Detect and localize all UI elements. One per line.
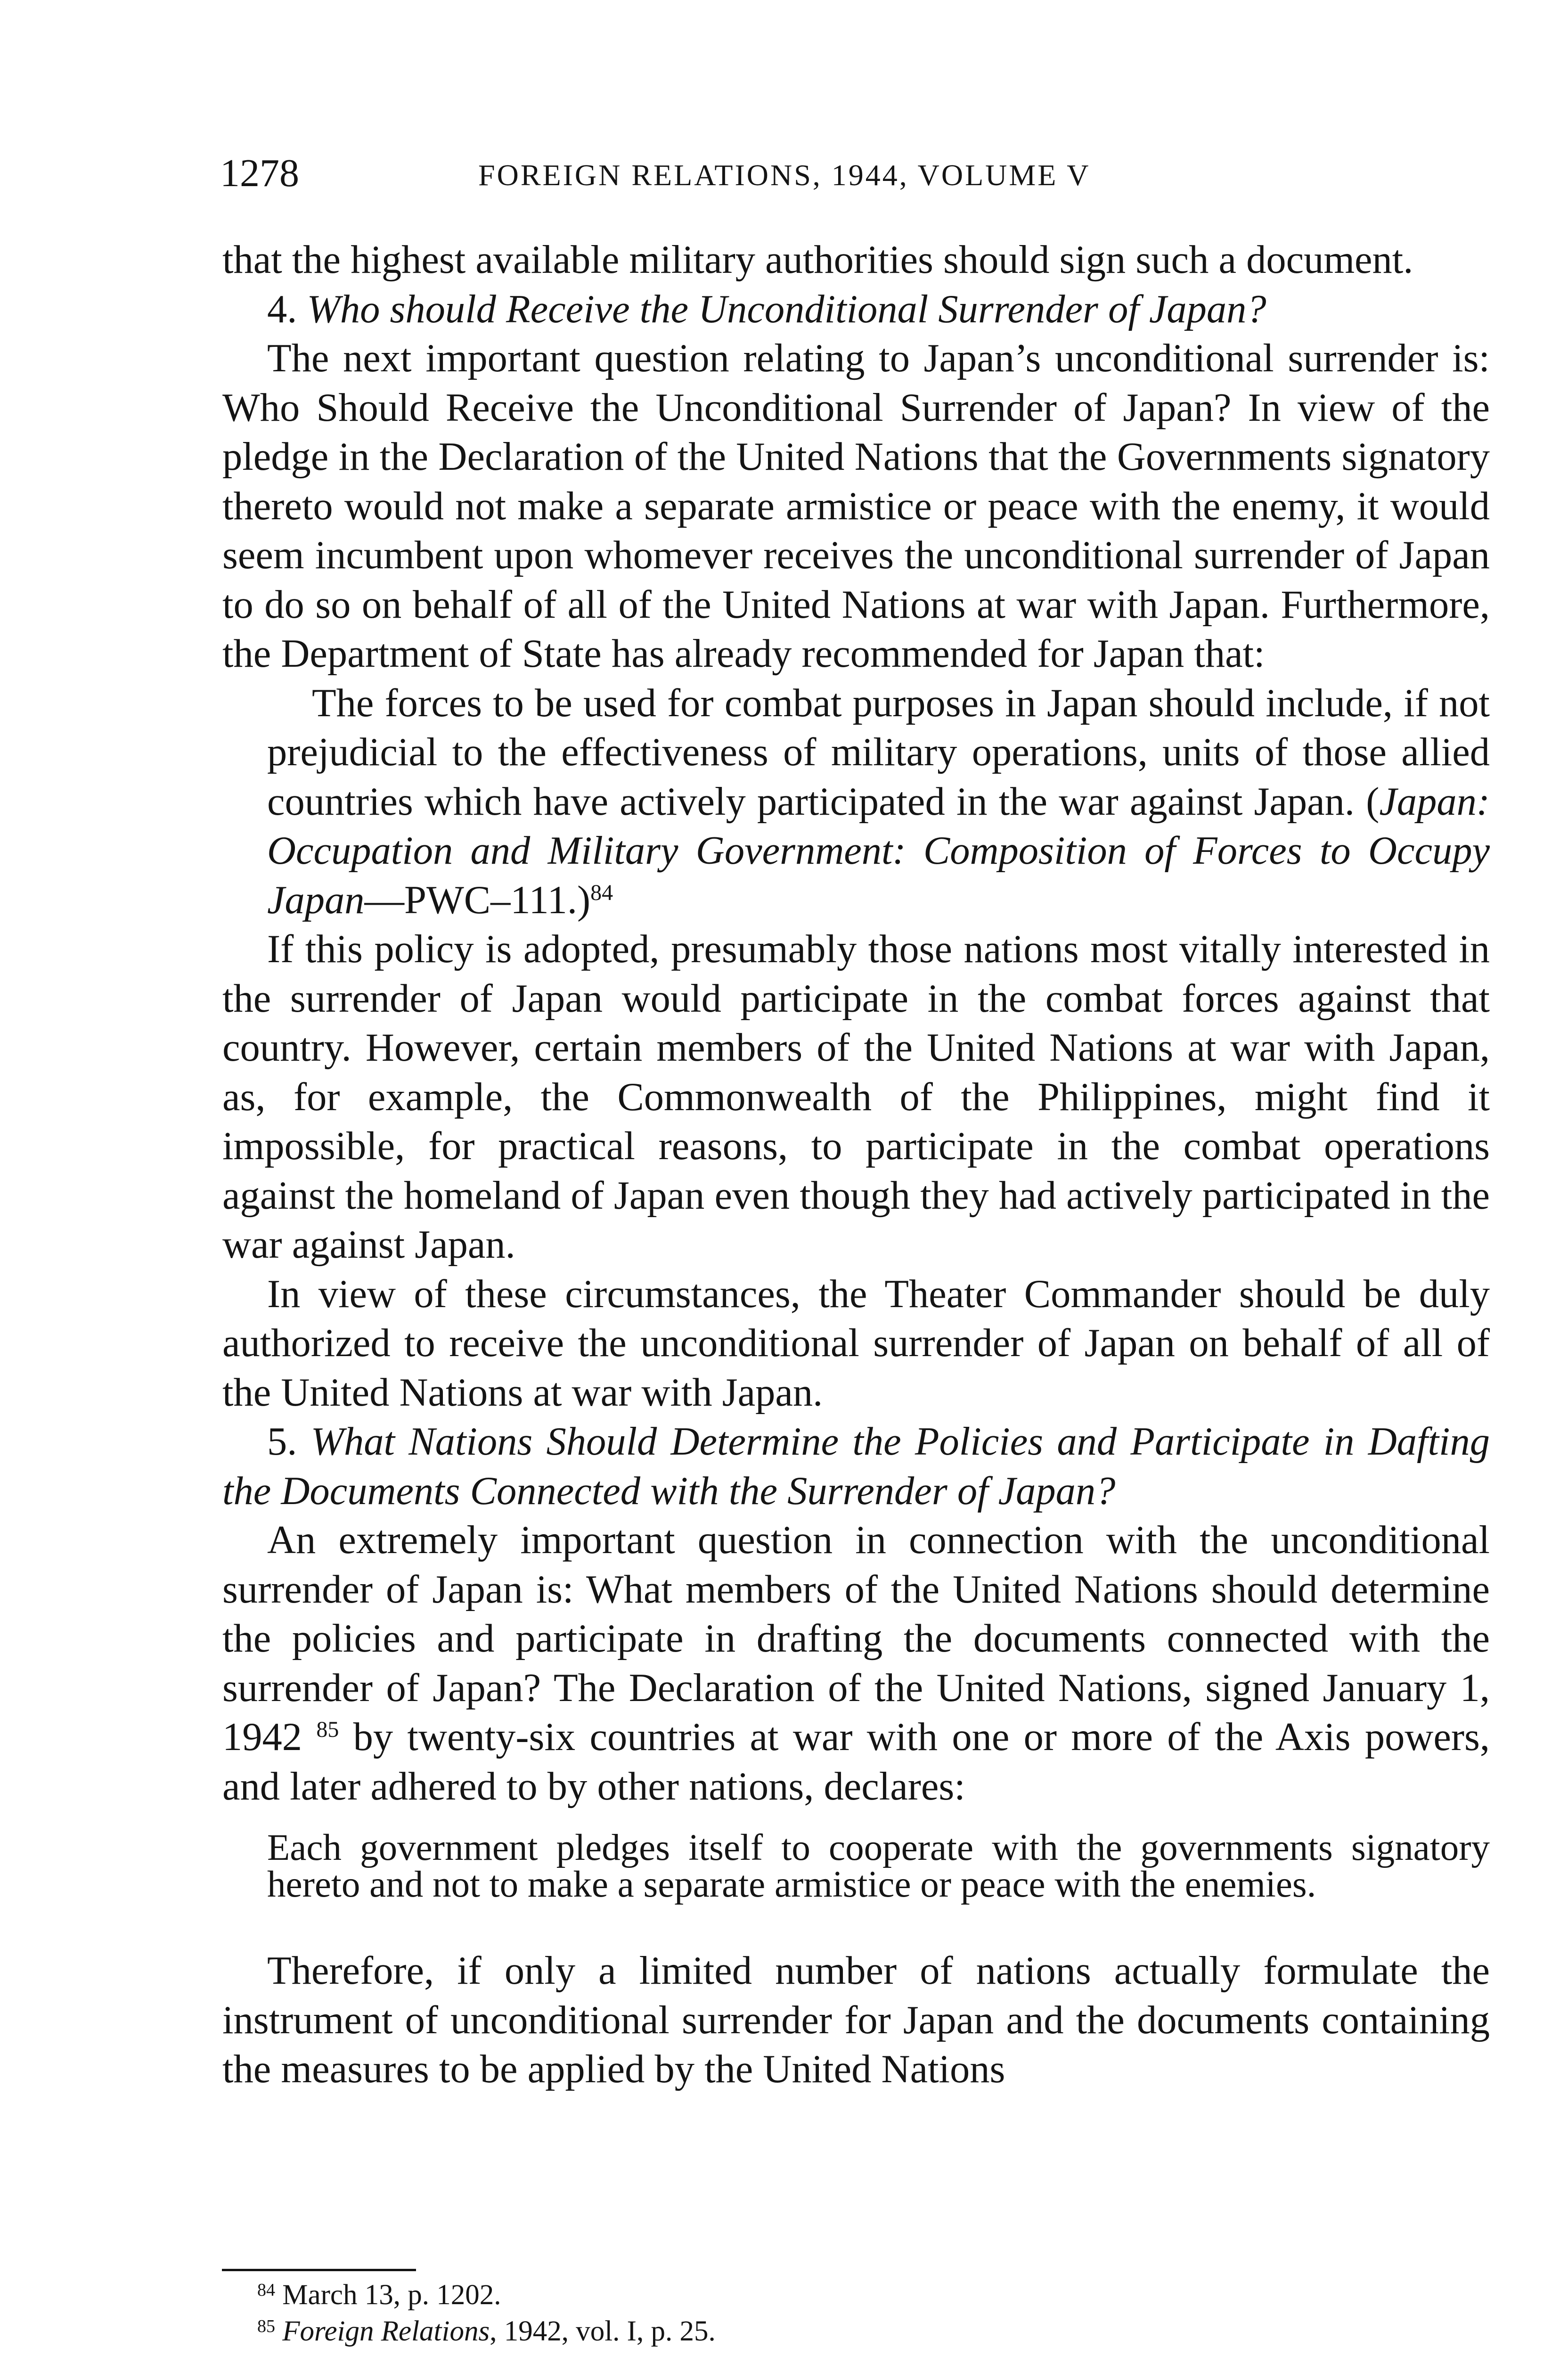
- page-number: 1278: [220, 151, 299, 195]
- footnote-text: , 1942, vol. I, p. 25.: [490, 2315, 716, 2347]
- footnote-reference: 85: [316, 1717, 339, 1742]
- footnote: [257, 2313, 1388, 2349]
- footnote: [257, 2277, 1388, 2313]
- section-title: What Nations Should Determine the Policies and Participate in Dafting the Documents Connected with the Surrender of Japan?: [222, 1420, 1490, 1513]
- section-heading-5: [222, 1417, 1490, 1516]
- section-number: 5.: [267, 1420, 297, 1464]
- paragraph-text: An extremely important question in connection with the unconditional surrender of Japan is: What members of the United Nations should determine the policies and participate in drafting the documents connected with the surrender of Japan? The Declaration of the United Nations, signed January 1, 1942: [222, 1518, 1490, 1759]
- body-text: [222, 236, 1490, 2094]
- footnote-mark: 85: [257, 2316, 275, 2336]
- footnote-separator: [222, 2269, 416, 2271]
- paragraph: Therefore, if only a limited number of nations actually formulate the instrument of unconditional surrender for Japan and the documents containing the measures to be applied by the United Nations: [222, 1949, 1490, 2091]
- paragraph: [222, 1516, 1490, 1811]
- section-title: Who should Receive the Unconditional Surrender of Japan?: [307, 287, 1266, 331]
- paragraph-text: by twenty-six countries at war with one or more of the Axis powers, and later adhered to by other nations, declares:: [222, 1715, 1490, 1808]
- paragraph: If this policy is adopted, presumably those nations most vitally interested in the surrender of Japan would participate in the combat forces against that country. However, certain members of the United Nations at war with Japan, as, for example, the Commonwealth of the Philippines, might find it impossible, for practical reasons, to participate in the combat operations against the homeland of Japan even though they had actively participated in the war against Japan.: [222, 927, 1490, 1267]
- citation-open: (: [1366, 779, 1380, 824]
- quotation-text: The forces to be used for combat purposes in Japan should include, if not prejudicial to the effectiveness of military operations, units of those allied countries which have actively participated in the war against Japan.: [267, 681, 1490, 824]
- running-head: FOREIGN RELATIONS, 1944, VOLUME V: [478, 158, 1091, 192]
- footnote-publication-title: Foreign Relations: [282, 2315, 490, 2347]
- declaration-quotation: Each government pledges itself to cooperate with the governments signatory hereto and not to make a separate armistice or peace with the enemies.: [267, 1827, 1490, 1905]
- citation-reference: —PWC–111.): [364, 878, 591, 922]
- block-quotation: [267, 679, 1490, 925]
- footnote-text: March 13, p. 1202.: [282, 2279, 501, 2311]
- paragraph: In view of these circumstances, the Theater Commander should be duly authorized to receive the unconditional surrender of Japan on behalf of all of the United Nations at war with Japan.: [222, 1272, 1490, 1415]
- footnote-reference: 84: [590, 880, 613, 905]
- section-heading-4: [222, 285, 1490, 335]
- footnote-mark: 84: [257, 2280, 275, 2300]
- footnotes: [257, 2277, 1388, 2349]
- paragraph-continuation: that the highest available military authorities should sign such a document.: [222, 238, 1413, 282]
- citation-title: Japan: Occupation and Military Government: Composition of Forces to Occupy Japan: [267, 779, 1490, 922]
- paragraph: The next important question relating to Japan’s unconditional surrender is: Who Should Receive the Unconditional Surrender of Japan? In view of the pledge in the Declaration of the United Nations that the Governments signatory thereto would not make a separate armistice or peace with the enemy, it would seem incumbent upon whomever receives the unconditional surrender of Japan to do so on behalf of all of the United Nations at war with Japan. Furthermore, the Department of State has already recommended for Japan that:: [222, 336, 1490, 676]
- page-header: [220, 150, 1492, 197]
- section-number: 4.: [267, 287, 297, 331]
